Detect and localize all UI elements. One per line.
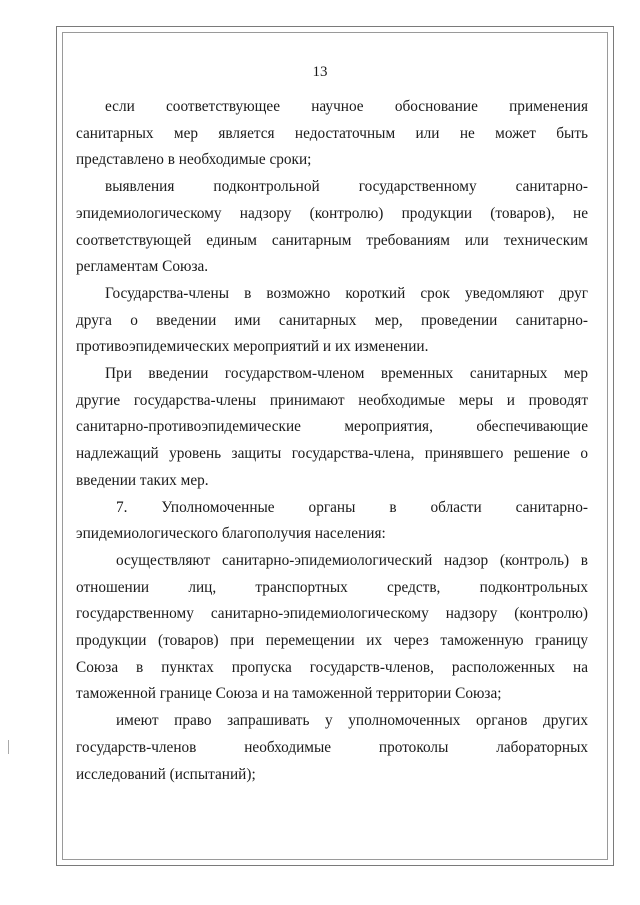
text-line: Союза в пунктах пропуска государств-членов, расположенных на xyxy=(76,658,588,676)
paragraph xyxy=(76,495,588,548)
text-line: государственному санитарно-эпидемиологическому надзору (контролю) xyxy=(76,605,588,623)
document-body xyxy=(76,94,588,788)
text-line: имеют право запрашивать у уполномоченных органов других xyxy=(116,712,588,730)
text-line: регламентам Союза. xyxy=(76,258,209,276)
text-line: продукции (товаров) при перемещении их через таможенную границу xyxy=(76,632,588,650)
text-line: противоэпидемических мероприятий и их изменении. xyxy=(76,338,429,356)
text-line: эпидемиологического благополучия населения: xyxy=(76,525,386,543)
text-line: соответствующей единым санитарным требованиям или техническим xyxy=(76,231,588,249)
paragraph xyxy=(76,708,588,788)
text-line: представлено в необходимые сроки; xyxy=(76,151,312,169)
text-line: исследований (испытаний); xyxy=(76,765,256,783)
margin-mark xyxy=(8,740,9,754)
text-line: государств-членов необходимые протоколы лабораторных xyxy=(76,738,588,756)
text-line: таможенной границе Союза и на таможенной территории Союза; xyxy=(76,685,502,703)
text-line: осуществляют санитарно-эпидемиологический надзор (контроль) в xyxy=(116,551,588,569)
text-line: отношении лиц, транспортных средств, подконтрольных xyxy=(76,578,588,596)
text-line: друга о введении ими санитарных мер, проведении санитарно- xyxy=(76,311,588,329)
text-line: выявления подконтрольной государственному санитарно- xyxy=(105,178,588,196)
text-line: 7. Уполномоченные органы в области санитарно- xyxy=(116,498,588,516)
paragraph xyxy=(76,281,588,361)
text-line: надлежащий уровень защиты государства-члена, принявшего решение о xyxy=(76,445,588,463)
paragraph xyxy=(76,94,588,174)
text-line: если соответствующее научное обоснование применения xyxy=(105,98,588,115)
text-line: другие государства-члены принимают необходимые меры и проводят xyxy=(76,391,588,409)
page-number: 13 xyxy=(312,64,328,80)
text-line: эпидемиологическому надзору (контролю) продукции (товаров), не xyxy=(76,204,588,222)
paragraph xyxy=(76,361,588,495)
text-line: санитарно-противоэпидемические мероприятия, обеспечивающие xyxy=(76,418,588,436)
text-line: При введении государством-членом временных санитарных мер xyxy=(105,365,588,383)
paragraph xyxy=(76,548,588,708)
text-line: Государства-члены в возможно короткий срок уведомляют друг xyxy=(105,284,588,302)
text-line: введении таких мер. xyxy=(76,471,209,489)
paragraph xyxy=(76,174,588,281)
text-line: санитарных мер является недостаточным или не может быть xyxy=(76,124,588,142)
